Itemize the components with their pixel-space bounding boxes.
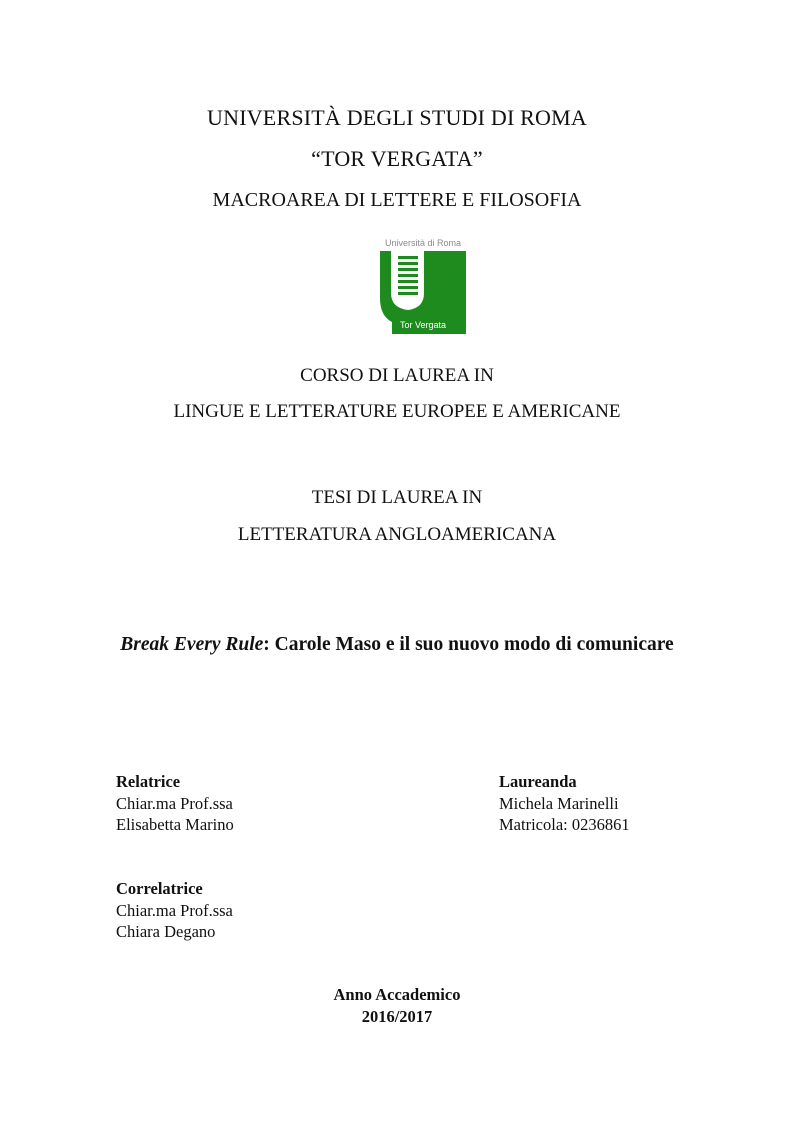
candidate-name: Michela Marinelli xyxy=(499,793,619,813)
logo-bottom-text: Tor Vergata xyxy=(400,320,447,330)
candidate-role: Laureanda xyxy=(499,772,577,791)
supervisor-name: Elisabetta Marino xyxy=(116,815,234,834)
candidate-block xyxy=(499,771,630,836)
supervisor-block xyxy=(116,771,234,836)
supervisor-role: Relatrice xyxy=(116,772,181,791)
co-supervisor-name: Chiara Degano xyxy=(116,922,216,941)
co-supervisor-role: Correlatrice xyxy=(116,879,203,898)
co-supervisor-block xyxy=(116,878,233,943)
thesis-line-1: TESI DI LAUREA IN xyxy=(311,487,483,508)
course-line-2: LINGUE E LETTERATURE EUROPEE E AMERICANE xyxy=(173,401,621,422)
logo-top-text: Università di Roma xyxy=(384,238,462,248)
university-logo xyxy=(378,238,468,336)
supervisor-title: Chiar.ma Prof.ssa xyxy=(116,793,233,813)
candidate-matricola: Matricola: 0236861 xyxy=(499,815,630,834)
thesis-line-2: LETTERATURA ANGLOAMERICANA xyxy=(237,524,557,545)
macroarea: MACROAREA DI LETTERE E FILOSOFIA xyxy=(212,189,582,211)
academic-year-label: Anno Accademico xyxy=(333,985,461,1004)
thesis-title xyxy=(0,634,794,656)
academic-year-value: 2016/2017 xyxy=(361,1007,433,1026)
course-line-1: CORSO DI LAUREA IN xyxy=(300,365,494,386)
thesis-title-italic: Break Every Rule xyxy=(120,634,264,655)
university-subtitle: “TOR VERGATA” xyxy=(311,146,483,171)
co-supervisor-title: Chiar.ma Prof.ssa xyxy=(116,900,233,920)
thesis-title-rest: : Carole Maso e il suo nuovo modo di comunicare xyxy=(263,634,674,655)
university-name: UNIVERSITÀ DEGLI STUDI DI ROMA xyxy=(207,105,587,130)
